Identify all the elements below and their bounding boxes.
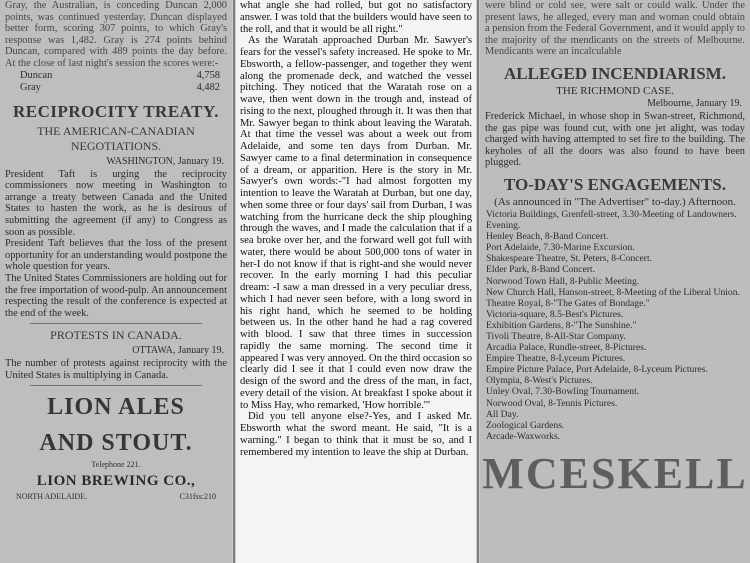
incendiarism-heading: ALLEGED INCENDIARISM. (504, 63, 726, 83)
protests-heading: PROTESTS IN CANADA. (50, 328, 182, 343)
engagement-item: Elder Park, 8-Band Concert. (486, 264, 595, 276)
engagements-note: (As announced in "The Advertiser" to-day.) Afternoon. (494, 195, 736, 208)
engagement-item: Victoria-square, 8.5-Best's Pictures. (486, 308, 624, 320)
reciprocity-subheading: THE AMERICAN-CANADIAN NEGOTIATIONS. (37, 123, 195, 153)
engagement-item: Olympia, 8-West's Pictures. (486, 375, 593, 387)
article-paragraph: President Taft believes that the loss of the present opportunity for an understanding would postpone the whole question for years. (5, 238, 227, 273)
column-rule (477, 0, 479, 563)
advert-telephone: Telephone 221. (91, 460, 141, 470)
engagement-item: Arcadia Palace, Rundle-street, 8-Pictures. (486, 342, 647, 354)
engagement-item: Unley Oval, 7.30-Bowling Tournament. (486, 386, 640, 398)
engagement-item: Port Adelaide, 7.30-Marine Excursion. (486, 242, 635, 254)
engagement-item: Victoria Buildings, Grenfell-street, 3.30-Meeting of Landowners. (486, 208, 737, 220)
advert-headline: AND STOUT. (39, 430, 193, 457)
advert-footer (0, 490, 232, 503)
dateline: OTTAWA, January 19. (132, 345, 224, 357)
score-row (0, 70, 232, 82)
engagement-item: Evening. (486, 220, 521, 232)
engagement-item: New Church Hall, Hanson-street, 8-Meeting of the Liberal Union. (486, 286, 740, 298)
engagement-item: Shakespeare Theatre, St. Peters, 8-Concert. (486, 253, 653, 265)
article-paragraph: The United States Commissioners are holding out for the free importation of wood-pulp. An announcement respecting the result of the conference is expected at the end of the week. (5, 272, 227, 319)
engagement-item: Zoological Gardens. (486, 419, 565, 431)
left-column (0, 0, 232, 563)
score-name: Duncan (20, 69, 53, 81)
advert-code: C31fss:210 (179, 492, 216, 502)
article-paragraph: Did you tell anyone else?-Yes, and I asked Mr. Ebsworth what the sword meant. He said, "It is a warning." I began to think that it must be so, and I remembered my intention to leave the ship at Durban. (240, 411, 472, 458)
engagement-item: All Day. (486, 408, 519, 420)
column-rule (233, 0, 235, 563)
engagement-item: Henley Beach, 8-Band Concert. (486, 231, 609, 243)
engagement-item: Empire Theatre, 8-Lyceum Pictures. (486, 353, 626, 365)
article-paragraph: President Taft is urging the reciprocity commissioners now meeting in Washington to arrange a treaty between Canada and the United States to hasten the work, as he is desirous of submitting the agreement (if any) to Congress as soon as possible. (5, 168, 227, 238)
article-paragraph: Frederick Michael, in whose shop in Swan-street, Richmond, the gas pipe was found cut, with one jet alight, was today charged with having attempted to set fire to the building. The keyholes of all the doors was also found to have been plugged. (485, 110, 745, 169)
engagement-item: Norwood Town Hall, 8-Public Meeting. (486, 275, 640, 287)
incendiarism-subheading: THE RICHMOND CASE. (556, 84, 674, 97)
article-paragraph: were blind or cold see, were salt or could walk. Under the present laws, he alleged, every man and woman could obtain a pension from the Federal Government, and it would apply to the majority of the mendicants on the streets of Melbourne. Mendicants were an incalculable (485, 0, 745, 58)
right-column (480, 0, 750, 563)
engagement-item: Empire Picture Palace, Port Adelaide, 8-Lyceum Pictures. (486, 364, 708, 376)
engagement-item: Arcade-Waxworks. (486, 430, 561, 442)
engagements-list (480, 209, 750, 442)
reciprocity-heading: RECIPROCITY TREATY. (13, 101, 219, 121)
advert-headline: LION ALES (47, 394, 185, 421)
advert-place: NORTH ADELAIDE. (16, 492, 88, 502)
score-value: 4,482 (196, 81, 220, 93)
advert-headline: MCESKELL (482, 448, 748, 498)
advert-company: LION BREWING CO., (36, 473, 196, 490)
billiards-report: Gray, the Australian, is conceding Duncan 2,000 points, was continued yesterday. Duncan displayed better form, scoring 307 points, to which Gray's response was 1,482. Gray is 274 points behind Duncan, compared with 489 points the day before. At the close of last night's session the scores were:- (5, 0, 227, 69)
article-paragraph: The number of protests against reciprocity with the United States is multiplying in Canada. (5, 358, 227, 381)
engagement-item: Norwood Oval, 8-Tennis Pictures. (486, 397, 618, 409)
middle-column (236, 0, 476, 563)
divider (30, 323, 202, 324)
article-paragraph: As the Waratah approached Durban Mr. Sawyer's fears for the vessel's safety increased. He spoke to Mr. Ebsworth, a fellow-passenger, and together they went along the promenade deck, and watched the vessel pitching. They noticed that the Waratah rose on a wave, then went down in the trough and, instead of rising to the next, ploughed through it. It was then that Mr. Sawyer began to think about leaving the Waratah. At that time the vessel was about a week out from Adelaide, and some ten days from Durban. Mr. Sawyer came to a final determination in consequence of a dream, or apparition. Here is the story in Mr. Sawyer's own words:-"I had almost forgotten my intention to leave the Waratah at Durban, but one day, when some three or four days' sail from Durban, I was watching from the hurricane deck the ship ploughing through the waves, and I made the calculation that if a sea broke over her, and the forward well got full with water, there would be about 500,000 tons of water in her-I do not know if that is right-and she would never recover. In the early morning I had this peculiar dream: -I saw a man dressed in a very peculiar dress, which I had never seen before, with a long sword in his right hand, which he seemed to be holding between us. In the other hand he had a rag covered with blood. I saw that three times in succession rapidly the same morning. The second time it appeared I was very annoyed. On the third occasion so clearly did I see it that I could even now draw the design of the sword and the dress of the man, in fact, every detail of the vision. At breakfast I spoke about it to Miss Hay, who remarked, 'How horrible.'" (240, 35, 472, 411)
engagement-item: Theatre Royal, 8-"The Gates of Bondage." (486, 297, 650, 309)
engagement-item: Exhibition Gardens, 8-"The Sunshine." (486, 319, 637, 331)
engagement-item: Tivoli Theatre, 8-All-Star Company. (486, 330, 626, 342)
article-paragraph: what angle she had rolled, but got no satisfactory answer. I was told that the builders would have seen to the roll, and that it would be all right." (240, 0, 472, 35)
score-value: 4,758 (196, 69, 220, 81)
divider (30, 385, 202, 386)
score-row (0, 82, 232, 94)
dateline: Melbourne, January 19. (647, 97, 742, 109)
score-name: Gray (20, 81, 41, 93)
dateline: WASHINGTON, January 19. (106, 155, 224, 167)
engagements-heading: TO-DAY'S ENGAGEMENTS. (504, 174, 726, 194)
